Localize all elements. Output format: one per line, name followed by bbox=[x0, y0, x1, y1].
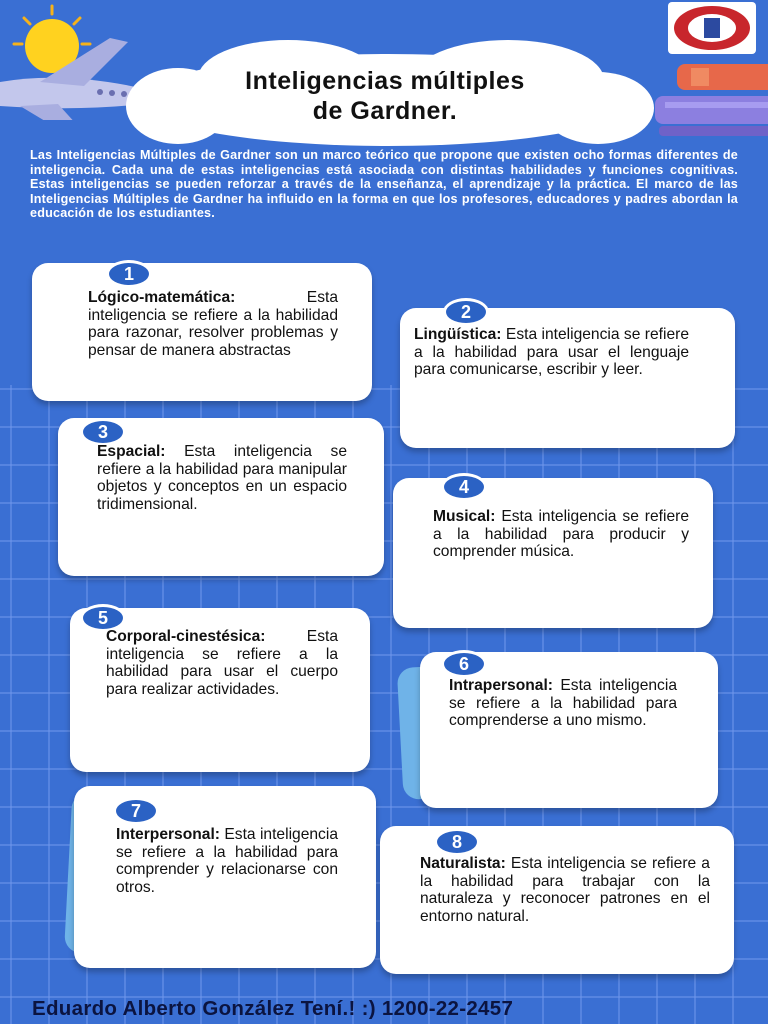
card-text: Lingüística: Esta inteligencia se refiere a la habilidad para usar el lenguaje para comunicarse, escribir y leer. bbox=[414, 326, 689, 379]
card-number-badge: 1 bbox=[106, 260, 152, 288]
university-logo bbox=[668, 2, 756, 54]
card-number-badge: 6 bbox=[441, 650, 487, 678]
card-number-badge: 2 bbox=[443, 298, 489, 326]
books-icon bbox=[655, 58, 768, 138]
logo-text bbox=[712, 28, 713, 29]
card-number-badge: 5 bbox=[80, 604, 126, 632]
card-text: Corporal-cinestésica: Esta inteligencia se refiere a la habilidad para usar el cuerpo para realizar actividades. bbox=[106, 628, 338, 698]
card-text: Naturalista: Esta inteligencia se refiere a la habilidad para trabajar con la naturaleza y reconocer patrones en el entorno natural. bbox=[420, 855, 710, 925]
card-text: Musical: Esta inteligencia se refiere a la habilidad para producir y comprender música. bbox=[433, 508, 689, 561]
card-number-badge: 8 bbox=[434, 828, 480, 856]
author-footer: Eduardo Alberto González Tení.! :) 1200-22-2457 bbox=[32, 997, 514, 1020]
intro-paragraph: Las Inteligencias Múltiples de Gardner son un marco teórico que propone que existen ocho formas diferentes de inteligencia. Cada una de estas inteligencias está asociada con distintas habilidades y funciones cognitivas. Estas inteligencias se pueden reforzar a través de la enseñanza, el aprendizaje y la práctica. El marco de las Inteligencias Múltiples de Gardner ha influido en la forma en que los profesores, educadores y padres abordan la educación de los estudiantes. bbox=[30, 148, 738, 221]
card-number-badge: 3 bbox=[80, 418, 126, 446]
card-number-badge: 4 bbox=[441, 473, 487, 501]
card-text: Intrapersonal: Esta inteligencia se refiere a la habilidad para comprenderse a uno mismo. bbox=[449, 677, 677, 730]
card-text: Interpersonal: Esta inteligencia se refiere a la habilidad para comprender y relacionarse con otros. bbox=[116, 826, 338, 896]
page-title: Inteligencias múltiples de Gardner. bbox=[245, 67, 525, 125]
card-text: Lógico-matemática: Esta inteligencia se refiere a la habilidad para razonar, resolver problemas y pensar de manera abstractas bbox=[88, 289, 338, 359]
card-number-badge: 7 bbox=[113, 797, 159, 825]
card-text: Espacial: Esta inteligencia se refiere a la habilidad para manipular objetos y conceptos en un espacio tridimensional. bbox=[97, 443, 347, 513]
